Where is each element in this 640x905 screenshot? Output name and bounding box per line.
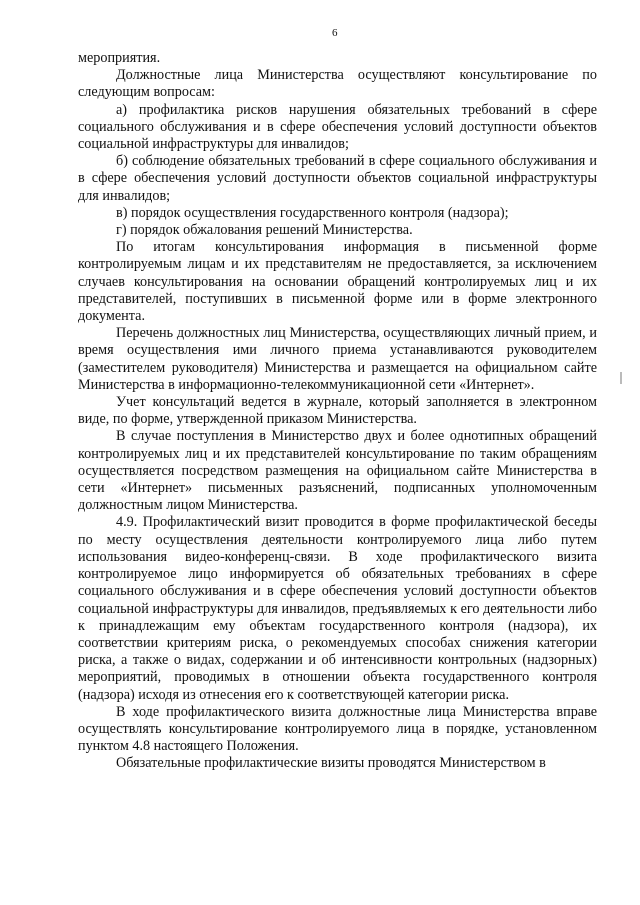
list-item-a: а) профилактика рисков нарушения обязательных требований в сфере социального обслуживания и в сфере обеспечения условий доступности объектов социальной инфраструктуры для инвалидов; — [78, 101, 597, 153]
paragraph-journal: Учет консультаций ведется в журнале, который заполняется в электронном виде, по форме, утвержденной приказом Министерства. — [78, 394, 597, 428]
paragraph-mandatory-visits: Обязательные профилактические визиты проводятся Министерством в — [116, 755, 546, 772]
document-body — [78, 50, 597, 773]
paragraph-personal-reception: Перечень должностных лиц Министерства, осуществляющих личный прием, и время осуществления ими личного приема устанавливаются руководителем (заместителем руководителя) Министерства и размещается на официальном сайте Министерства в информационно-телекоммуникационной сети «Интернет». — [78, 325, 597, 393]
list-item-g: г) порядок обжалования решений Министерства. — [116, 222, 413, 239]
page-number: 6 — [332, 27, 338, 39]
paragraph-continuation: мероприятия. — [78, 50, 161, 66]
paragraph-similar-requests: В случае поступления в Министерство двух и более однотипных обращений контролируемых лиц и их представителей консультирование по таким обращениям осуществляется посредством размещения на официальном сайте Министерства в сети «Интернет» письменных разъяснений, подписанных уполномоченным должностным лицом Министерства. — [78, 428, 597, 514]
paragraph-section-4-9: 4.9. Профилактический визит проводится в форме профилактической беседы по месту осуществления деятельности контролируемого лица либо путем использования видео-конференц-связи. В ходе профилактического визита контролируемое лицо информируется об обязательных требованиях в сфере социального обслуживания и в сфере обеспечения условий доступности объектов социальной инфраструктуры для инвалидов, предъявляемых к его деятельности либо к принадлежащим ему объектам государственного контроля (надзора), их соответствии критериям риска, о рекомендуемых способах снижения категории риска, а также о видах, содержании и об интенсивности контрольных (надзорных) мероприятий, проводимых в отношении объекта государственного контроля (надзора) исходя из отнесения его к соответствующей категории риска. — [78, 514, 597, 703]
paragraph-visit-consulting: В ходе профилактического визита должностные лица Министерства вправе осуществлять консультирование контролируемого лица в порядке, установленном пунктом 4.8 настоящего Положения. — [78, 703, 597, 755]
list-item-b: б) соблюдение обязательных требований в сфере социального обслуживания и в сфере обеспечения условий доступности объектов социальной инфраструктуры для инвалидов; — [78, 153, 597, 204]
paragraph-consulting-intro: Должностные лица Министерства осуществляют консультирование по следующим вопросам: — [78, 67, 597, 101]
list-item-v: в) порядок осуществления государственного контроля (надзора); — [116, 204, 509, 221]
paragraph-written-info: По итогам консультирования информация в письменной форме контролируемым лицам и их представителям не предоставляется, за исключением случаев консультирования на основании обращений контролируемых лиц и их представителей, поступивших в письменной форме или в форме электронного документа. — [78, 239, 597, 325]
scan-artifact — [620, 372, 622, 384]
